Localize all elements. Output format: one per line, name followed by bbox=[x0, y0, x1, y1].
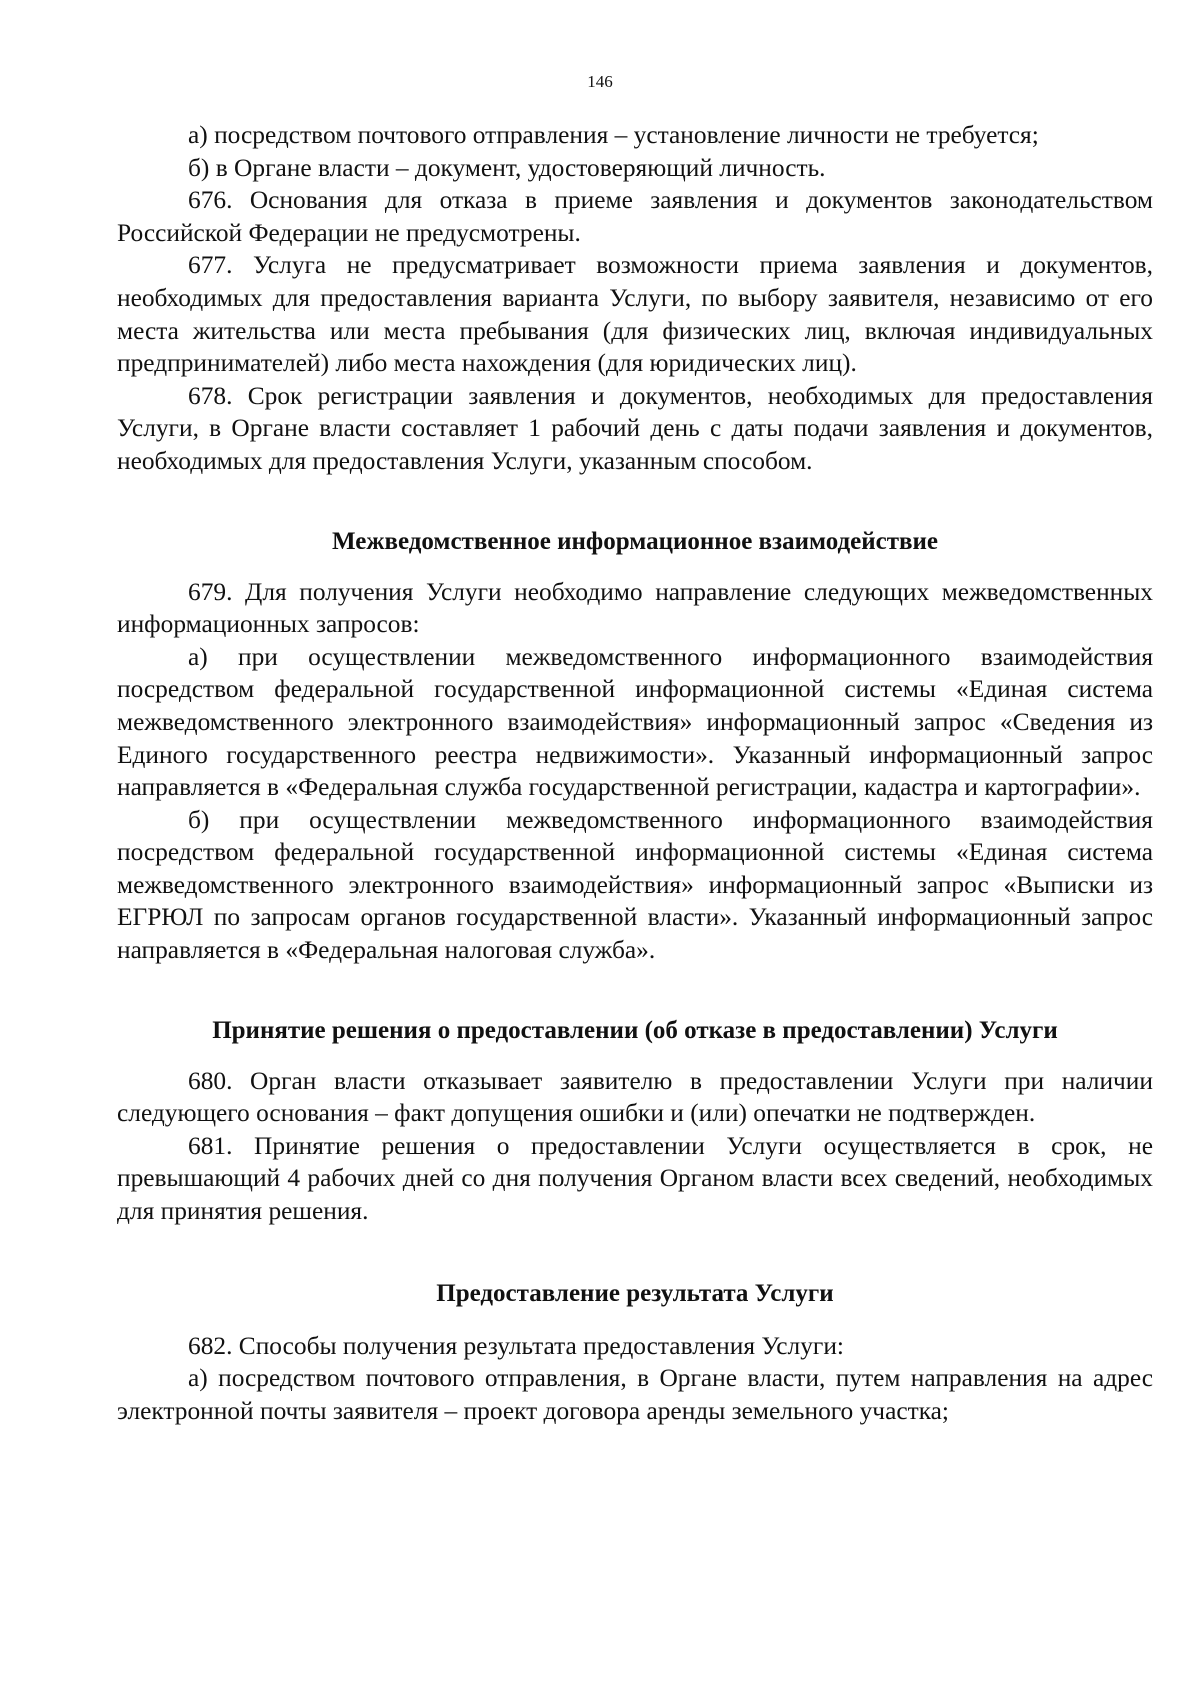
paragraph-678: 678. Срок регистрации заявления и документов, необходимых для предоставления Услуги, в Органе власти составляет 1 рабочий день с даты подачи заявления и документов, необходимых для предоставления Услуги, указанным способом. bbox=[117, 381, 1153, 475]
paragraph-679-b: б) при осуществлении межведомственного информационного взаимодействия посредством федеральной государственной информационной системы «Единая система межведомственного электронного взаимодействия» информационный запрос «Выписки из ЕГРЮЛ по запросам органов государственной власти». Указанный информационный запрос направляется в «Федеральная налоговая служба». bbox=[117, 805, 1153, 965]
paragraph-676: 676. Основания для отказа в приеме заявления и документов законодательством Российской Федерации не предусмотрены. bbox=[117, 186, 1153, 247]
paragraph-681: 681. Принятие решения о предоставлении Услуги осуществляется в срок, не превышающий 4 рабочих дней со дня получения Органом власти всех сведений, необходимых для принятия решения. bbox=[117, 1131, 1153, 1226]
section-heading-interagency: Межведомственное информационное взаимодействие bbox=[332, 527, 938, 555]
paragraph-680: 680. Орган власти отказывает заявителю в предоставлении Услуги при наличии следующего основания – факт допущения ошибки и (или) опечатки не подтвержден. bbox=[117, 1066, 1153, 1128]
paragraph-682-a: а) посредством почтового отправления, в Органе власти, путем направления на адрес электронной почты заявителя – проект договора аренды земельного участка; bbox=[117, 1364, 1153, 1425]
paragraph-679-a: а) при осуществлении межведомственного информационного взаимодействия посредством федеральной государственной информационной системы «Единая система межведомственного электронного взаимодействия» информационный запрос «Сведения из Единого государственного реестра недвижимости». Указанный информационный запрос направляется в «Федеральная служба государственной регистрации, кадастра и картографии». bbox=[117, 642, 1153, 802]
paragraph-682: 682. Способы получения результата предоставления Услуги: bbox=[188, 1331, 844, 1360]
paragraph-677: 677. Услуга не предусматривает возможности приема заявления и документов, необходимых для предоставления варианта Услуги, по выбору заявителя, независимо от его места жительства или места пребывания (для физических лиц, включая индивидуальных предпринимателей) либо места нахождения (для юридических лиц). bbox=[117, 251, 1153, 378]
paragraph-679: 679. Для получения Услуги необходимо направление следующих межведомственных информационных запросов: bbox=[117, 577, 1153, 639]
document-body bbox=[117, 119, 1153, 1427]
paragraph-item-b-authority: б) в Органе власти – документ, удостоверяющий личность. bbox=[188, 153, 826, 182]
page-number: 146 bbox=[587, 72, 613, 91]
paragraph-item-a-postal: а) посредством почтового отправления – установление личности не требуется; bbox=[188, 121, 1039, 149]
section-heading-result: Предоставление результата Услуги bbox=[436, 1279, 834, 1307]
section-heading-decision: Принятие решения о предоставлении (об отказе в предоставлении) Услуги bbox=[212, 1016, 1058, 1044]
